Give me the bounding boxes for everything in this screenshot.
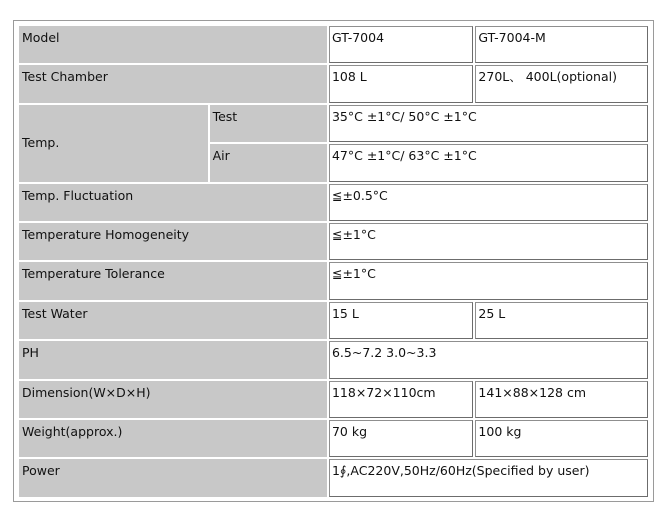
temperature-tolerance-label: Temperature Tolerance: [19, 262, 327, 299]
table-row-temp-fluctuation: [19, 184, 648, 221]
table-row-model: [19, 26, 648, 63]
temp-test-value: 35°C ±1°C/ 50°C ±1°C: [329, 105, 648, 142]
test-water-value-1: 15 L: [329, 302, 473, 339]
power-value: 1∮,AC220V,50Hz/60Hz(Specified by user): [329, 459, 648, 497]
table-row-dimension: [19, 381, 648, 418]
weight-label: Weight(approx.): [19, 420, 327, 457]
table-row-ph: [19, 341, 648, 378]
dimension-value-1: 118×72×110cm: [329, 381, 473, 418]
test-water-value-2: 25 L: [475, 302, 648, 339]
dimension-value-2: 141×88×128 cm: [475, 381, 648, 418]
test-chamber-value-1: 108 L: [329, 65, 473, 102]
table-row-test-water: [19, 302, 648, 339]
temp-air-value: 47°C ±1°C/ 63°C ±1°C: [329, 144, 648, 181]
test-chamber-label: Test Chamber: [19, 65, 327, 102]
weight-value-1: 70 kg: [329, 420, 473, 457]
temperature-homogeneity-label: Temperature Homogeneity: [19, 223, 327, 260]
table-row-test-chamber: [19, 65, 648, 102]
weight-value-2: 100 kg: [475, 420, 648, 457]
spec-sheet: [13, 20, 654, 502]
temp-test-label: Test: [210, 105, 327, 142]
temp-label: Temp.: [19, 105, 208, 182]
table-row-temp-test: [19, 105, 648, 142]
test-water-label: Test Water: [19, 302, 327, 339]
power-label: Power: [19, 459, 327, 497]
model-label: Model: [19, 26, 327, 63]
model-value-2: GT-7004-M: [475, 26, 648, 63]
dimension-label: Dimension(W×D×H): [19, 381, 327, 418]
ph-value: 6.5~7.2 3.0~3.3: [329, 341, 648, 378]
table-row-weight: [19, 420, 648, 457]
table-row-temperature-tolerance: [19, 262, 648, 299]
temperature-homogeneity-value: ≦±1°C: [329, 223, 648, 260]
temp-fluctuation-label: Temp. Fluctuation: [19, 184, 327, 221]
ph-label: PH: [19, 341, 327, 378]
table-row-power: [19, 459, 648, 497]
table-row-temperature-homogeneity: [19, 223, 648, 260]
temp-fluctuation-value: ≦±0.5°C: [329, 184, 648, 221]
temp-air-label: Air: [210, 144, 327, 181]
temperature-tolerance-value: ≦±1°C: [329, 262, 648, 299]
model-value-1: GT-7004: [329, 26, 473, 63]
spec-table: [17, 24, 650, 499]
test-chamber-value-2: 270L、 400L(optional): [475, 65, 648, 102]
